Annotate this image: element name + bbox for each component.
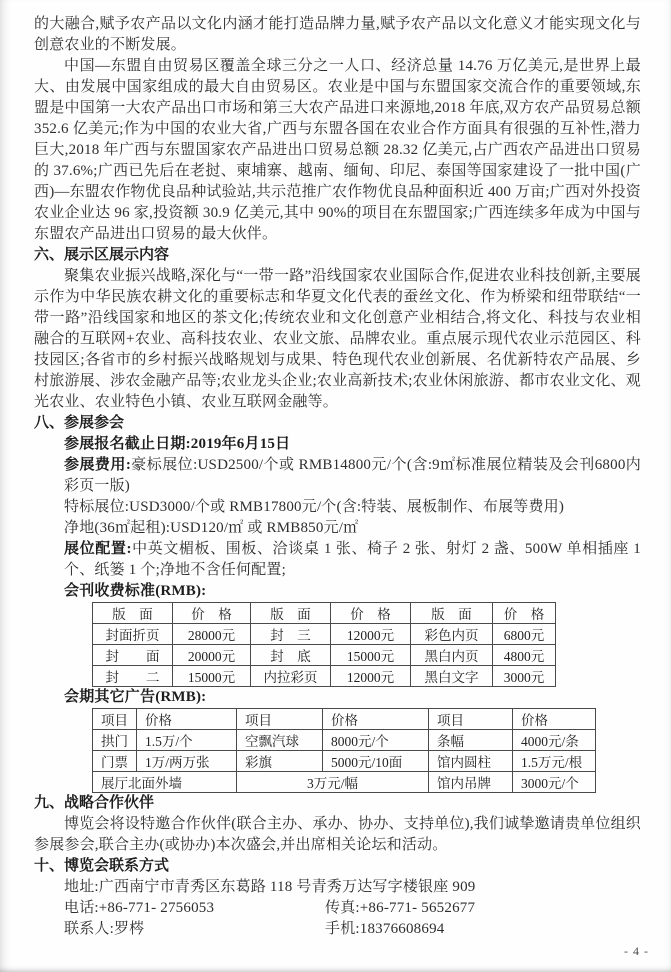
section-8-heading: 八、参展参会 xyxy=(34,415,125,431)
catalog-rates-label xyxy=(34,581,641,602)
catalog-row xyxy=(93,666,556,687)
ads-header-row xyxy=(93,709,596,730)
table-cell: 封 三 xyxy=(251,624,331,645)
table-cell: 黑白内页 xyxy=(411,645,493,666)
address-line xyxy=(34,877,641,898)
booth-config-label: 展位配置: xyxy=(64,541,132,557)
table-cell: 条幅 xyxy=(429,730,513,751)
contact-mobile-line xyxy=(34,919,641,940)
section-6-body: 聚集农业振兴战略,深化与“一带一路”沿线国家农业国际合作,促进农业科技创新,主要展示作为中华民族农耕文化的重要标志和华夏文化代表的蚕丝文化、作为桥梁和纽带联结“一带一路”沿线国家和地区的茶文化;传统农业和文化创意产业相结合,将文化、科技与农业相融合的互联网+农业、高科技农业、农业文旅、品牌农业。重点展示现代农业示范园区、科技园区;各省市的乡村振兴战略规划与成果、特色现代农业创新展、名优新特农产品展、乡村旅游展、涉农金融产品等;农业龙头企业;农业高新技术;农业休闲旅游、都市农业文化、观光农业、农业特色小镇、农业互联网金融等。 xyxy=(34,268,641,410)
table-cell: 12000元 xyxy=(331,666,411,687)
table-header-cell: 版 面 xyxy=(93,603,173,624)
table-cell: 封 底 xyxy=(251,645,331,666)
table-cell: 3万元/幅 xyxy=(237,772,429,793)
table-cell: 封 面 xyxy=(93,645,173,666)
table-cell: 15000元 xyxy=(331,645,411,666)
catalog-rates-label-text: 会刊收费标准(RMB): xyxy=(64,583,207,599)
intro-paragraph-continued: 的大融合,赋予农产品以文化内涵才能打造品牌力量,赋予农产品以文化意义才能实现文化与创意农业的不断发展。 xyxy=(34,16,641,53)
table-cell: 封 二 xyxy=(93,666,173,687)
phone-fax-line xyxy=(34,898,641,919)
section-6-heading: 六、展示区展示内容 xyxy=(34,247,170,263)
section-10-heading: 十、博览会联系方式 xyxy=(34,858,170,874)
section-9-body: 博览会将设特邀合作伙伴(联合主办、承办、协办、支持单位),我们诚挚邀请贵单位组织参展参会,联合主办(或协办)本次盛会,并出席相关论坛和活动。 xyxy=(34,816,641,853)
table-header-cell: 价格 xyxy=(137,709,237,730)
table-header-cell: 价格 xyxy=(323,709,429,730)
table-cell: 黑白文字 xyxy=(411,666,493,687)
table-cell: 彩旗 xyxy=(237,751,323,772)
table-cell: 8000元/个 xyxy=(323,730,429,751)
exhibit-fee-text: 豪标展位:USD2500/个或 RMB14800元/个(含:9㎡标准展位精装及会刊6800内彩页一版) xyxy=(64,457,641,494)
special-booth-line xyxy=(34,497,641,518)
registration-deadline-text: 参展报名截止日期:2019年6月15日 xyxy=(64,436,291,452)
intro-paragraph-asean-trade: 中国—东盟自由贸易区覆盖全球三分之一人口、经济总量 14.76 万亿美元,是世界上最大、由发展中国家组成的最大自由贸易区。农业是中国与东盟国家交流合作的重要领域,东盟是中国第一大农产品出口市场和第三大农产品进口来源地,2018 年底,双方农产品贸易总额 352.6 亿美元;作为中国的农业大省,广西与东盟各国在农业合作方面具有很强的互补性,潜力巨大,2018 年广西与东盟国家农产品进出口贸易总额 28.32 亿美元,占广西农产品进出口贸易的 37.6%;广西已先后在老挝、柬埔寨、越南、缅甸、印尼、泰国等国家建设了一批中国(广西)—东盟农作物优良品种试验站,共示范推广农作物优良品种面积近 400 万亩;广西对外投资农业企业达 96 家,投资额 30.9 亿美元,其中 90%的项目在东盟国家;广西连续多年成为中国与东盟农产品进出口贸易的最大伙伴。 xyxy=(34,58,641,242)
catalog-rates-table xyxy=(92,602,556,687)
exhibit-fee-line xyxy=(34,455,641,497)
table-cell: 馆内吊牌 xyxy=(429,772,513,793)
table-header-cell: 版 面 xyxy=(411,603,493,624)
phone-text: 电话:+86-771- 2756053 xyxy=(64,900,215,916)
table-header-cell: 价 格 xyxy=(493,603,556,624)
section-9-heading: 九、战略合作伙伴 xyxy=(34,795,155,811)
table-cell: 28000元 xyxy=(173,624,251,645)
table-header-cell: 项目 xyxy=(429,709,513,730)
table-cell: 3000元/个 xyxy=(513,772,596,793)
booth-config-text: 中英文楣板、围板、洽谈桌 1 张、椅子 2 张、射灯 2 盏、500W 单相插座 1 个、纸篓 1 个;净地不含任何配置; xyxy=(64,541,642,578)
booth-config-line xyxy=(34,539,641,581)
address-text: 地址:广西南宁市青秀区东葛路 118 号青秀万达写字楼银座 909 xyxy=(64,879,476,895)
table-header-cell: 价 格 xyxy=(173,603,251,624)
ads-row xyxy=(93,730,596,751)
page-number: - 4 - xyxy=(624,944,649,958)
table-cell: 6800元 xyxy=(493,624,556,645)
registration-deadline-line xyxy=(34,434,641,455)
other-ads-label xyxy=(34,687,641,708)
mobile-text: 手机:18376608694 xyxy=(325,921,445,937)
table-cell: 馆内圆柱 xyxy=(429,751,513,772)
table-cell: 3000元 xyxy=(493,666,556,687)
raw-space-line xyxy=(34,518,641,539)
contact-person-text: 联系人:罗梣 xyxy=(64,921,145,937)
table-cell: 门票 xyxy=(93,751,137,772)
special-booth-text: 特标展位:USD3000/个或 RMB17800元/个(含:特装、展板制作、布展等费用) xyxy=(64,499,565,515)
table-header-cell: 价格 xyxy=(513,709,596,730)
table-cell: 1.5万/个 xyxy=(137,730,237,751)
table-header-cell: 项目 xyxy=(237,709,323,730)
other-ads-table xyxy=(92,708,596,793)
table-header-cell: 项目 xyxy=(93,709,137,730)
table-header-cell: 价 格 xyxy=(331,603,411,624)
raw-space-text: 净地(36㎡起租):USD120/㎡ 或 RMB850元/㎡ xyxy=(64,520,359,536)
table-cell: 封面折页 xyxy=(93,624,173,645)
table-header-cell: 版 面 xyxy=(251,603,331,624)
table-cell: 内拉彩页 xyxy=(251,666,331,687)
fax-text: 传真:+86-771- 5652677 xyxy=(325,900,476,916)
ads-row xyxy=(93,751,596,772)
table-cell: 12000元 xyxy=(331,624,411,645)
table-cell: 彩色内页 xyxy=(411,624,493,645)
table-cell: 空飘汽球 xyxy=(237,730,323,751)
exhibit-fee-label: 参展费用: xyxy=(64,457,132,473)
other-ads-label-text: 会期其它广告(RMB): xyxy=(64,689,207,705)
table-cell: 15000元 xyxy=(173,666,251,687)
table-cell: 20000元 xyxy=(173,645,251,666)
catalog-row xyxy=(93,645,556,666)
catalog-header-row xyxy=(93,603,556,624)
table-cell: 1.5万元/根 xyxy=(513,751,596,772)
table-cell: 展厅北面外墙 xyxy=(93,772,237,793)
table-cell: 4000元/条 xyxy=(513,730,596,751)
table-cell: 1万/两万张 xyxy=(137,751,237,772)
table-cell: 4800元 xyxy=(493,645,556,666)
table-cell: 拱门 xyxy=(93,730,137,751)
table-cell: 5000元/10面 xyxy=(323,751,429,772)
catalog-row xyxy=(93,624,556,645)
ads-merged-row xyxy=(93,772,596,793)
